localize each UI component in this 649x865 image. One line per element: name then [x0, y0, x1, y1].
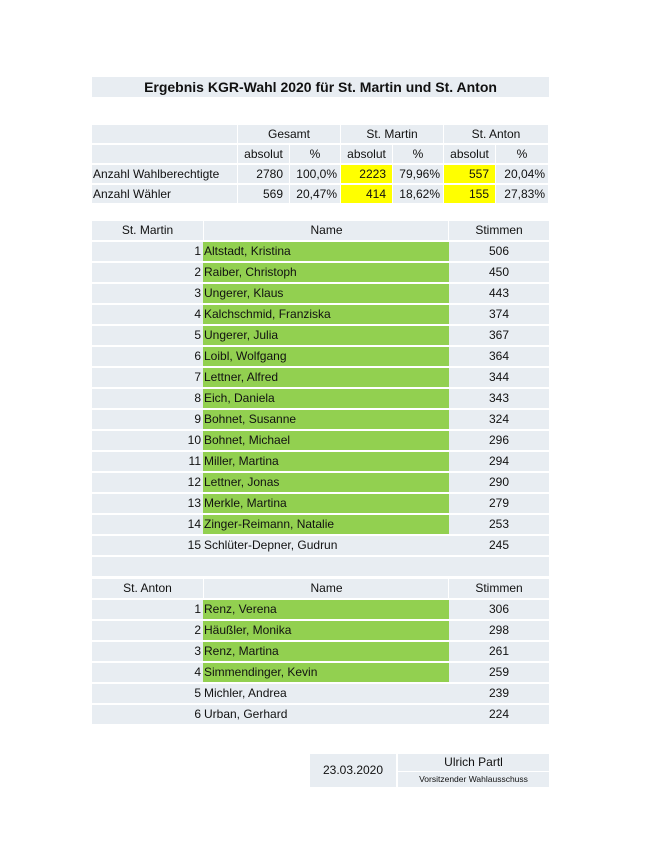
value-cell: 2780	[238, 165, 290, 183]
sub-percent: %	[393, 145, 444, 163]
value-cell: 20,47%	[290, 185, 341, 203]
summary-group-header	[92, 125, 549, 143]
candidate-name: Simmendinger, Kevin	[203, 663, 449, 682]
candidate-name: Miller, Martina	[203, 452, 449, 471]
value-cell: 20,04%	[496, 165, 549, 183]
candidate-name: Zinger-Reimann, Natalie	[203, 515, 449, 534]
group-st-anton: St. Anton	[444, 125, 549, 143]
candidate-votes: 296	[488, 433, 510, 447]
candidate-row-elected	[92, 621, 549, 640]
candidate-row	[92, 536, 549, 555]
sub-absolut: absolut	[238, 145, 290, 163]
candidate-row-elected	[92, 347, 549, 366]
st-martin-results-table	[92, 221, 549, 578]
candidate-row-elected	[92, 642, 549, 661]
st-anton-rows	[92, 600, 549, 724]
candidate-votes: 343	[488, 391, 510, 405]
candidate-row-elected	[92, 263, 549, 282]
candidate-rank: 7	[194, 370, 201, 384]
candidate-votes: 298	[488, 623, 510, 637]
candidate-votes: 259	[488, 665, 510, 679]
value-cell-highlighted: 2223	[341, 165, 393, 183]
candidate-rank: 4	[194, 665, 201, 679]
row-label: Anzahl Wähler	[92, 185, 238, 203]
value-cell: 569	[238, 185, 290, 203]
candidate-row-elected	[92, 242, 549, 261]
candidate-votes: 224	[488, 707, 510, 721]
sub-percent: %	[496, 145, 549, 163]
candidate-row-elected	[92, 452, 549, 471]
candidate-name: Raiber, Christoph	[203, 263, 449, 282]
value-cell: 79,96%	[393, 165, 444, 183]
candidate-rank: 5	[194, 328, 201, 342]
candidate-rank: 14	[187, 517, 201, 531]
candidate-row-elected	[92, 389, 549, 408]
candidate-votes: 306	[488, 602, 510, 616]
candidate-name: Renz, Verena	[203, 600, 449, 619]
candidate-row-elected	[92, 410, 549, 429]
candidate-votes: 443	[488, 286, 510, 300]
candidate-votes: 364	[488, 349, 510, 363]
summary-table	[92, 125, 549, 205]
candidate-name: Merkle, Martina	[203, 494, 449, 513]
candidate-row-elected	[92, 284, 549, 303]
candidate-rank: 12	[187, 475, 201, 489]
candidate-rank: 6	[194, 707, 201, 721]
name-header: Name	[203, 579, 449, 598]
candidate-name: Bohnet, Susanne	[203, 410, 449, 429]
candidate-name: Ungerer, Julia	[203, 326, 449, 345]
parish-header: St. Anton	[123, 581, 172, 595]
value-cell: 27,83%	[496, 185, 549, 203]
candidate-votes: 245	[488, 538, 510, 552]
candidate-rank: 1	[194, 244, 201, 258]
sub-percent: %	[290, 145, 341, 163]
candidate-rank: 5	[194, 686, 201, 700]
candidate-name: Eich, Daniela	[203, 389, 449, 408]
st-anton-results-table	[92, 579, 549, 726]
value-cell-highlighted: 557	[444, 165, 496, 183]
candidate-row-elected	[92, 494, 549, 513]
candidate-votes: 506	[488, 244, 510, 258]
candidate-rank: 4	[194, 307, 201, 321]
candidate-votes: 324	[488, 412, 510, 426]
group-st-martin: St. Martin	[341, 125, 444, 143]
candidate-name: Altstadt, Kristina	[203, 242, 449, 261]
group-gesamt: Gesamt	[238, 125, 341, 143]
candidate-rank: 3	[194, 644, 201, 658]
candidate-votes: 239	[488, 686, 510, 700]
signature-name: Ulrich Partl	[398, 754, 549, 771]
candidate-name: Loibl, Wolfgang	[203, 347, 449, 366]
candidate-rank: 2	[194, 623, 201, 637]
candidate-votes: 450	[488, 265, 510, 279]
st-martin-rows	[92, 242, 549, 555]
candidate-rank: 11	[188, 454, 201, 468]
candidate-row-elected	[92, 663, 549, 682]
summary-sub-header	[92, 145, 549, 163]
candidate-rank: 10	[187, 433, 201, 447]
candidate-row-elected	[92, 305, 549, 324]
value-cell: 100,0%	[290, 165, 341, 183]
summary-row-waehler	[92, 185, 549, 203]
candidate-row-elected	[92, 368, 549, 387]
candidate-name: Urban, Gerhard	[204, 707, 288, 721]
signature-date: 23.03.2020	[310, 754, 396, 787]
candidate-rank: 6	[194, 349, 201, 363]
candidate-name: Schlüter-Depner, Gudrun	[204, 538, 338, 552]
candidate-name: Lettner, Alfred	[203, 368, 449, 387]
candidate-votes: 344	[488, 370, 510, 384]
candidate-votes: 294	[488, 454, 510, 468]
candidate-name: Bohnet, Michael	[203, 431, 449, 450]
candidate-rank: 13	[187, 496, 201, 510]
table-header	[92, 579, 549, 598]
candidate-votes: 290	[488, 475, 510, 489]
candidate-votes: 279	[488, 496, 510, 510]
candidate-name: Michler, Andrea	[204, 686, 287, 700]
candidate-row-elected	[92, 600, 549, 619]
candidate-row	[92, 684, 549, 703]
parish-header: St. Martin	[121, 223, 174, 237]
summary-row-wahlberechtigte	[92, 165, 549, 183]
candidate-name: Lettner, Jonas	[203, 473, 449, 492]
candidate-row-elected	[92, 326, 549, 345]
candidate-votes: 367	[488, 328, 510, 342]
candidate-row-elected	[92, 473, 549, 492]
sub-absolut: absolut	[341, 145, 393, 163]
candidate-rank: 15	[187, 538, 201, 552]
value-cell-highlighted: 414	[341, 185, 393, 203]
candidate-rank: 8	[194, 391, 201, 405]
value-cell-highlighted: 155	[444, 185, 496, 203]
table-header	[92, 221, 549, 240]
votes-header: Stimmen	[475, 581, 523, 595]
candidate-name: Renz, Martina	[203, 642, 449, 661]
candidate-rank: 2	[194, 265, 201, 279]
candidate-rank: 1	[194, 602, 201, 616]
candidate-votes: 261	[488, 644, 510, 658]
candidate-rank: 3	[194, 286, 201, 300]
candidate-name: Kalchschmid, Franziska	[203, 305, 449, 324]
candidate-name: Häußler, Monika	[203, 621, 449, 640]
value-cell: 18,62%	[393, 185, 444, 203]
candidate-votes: 253	[488, 517, 510, 531]
spacer-row	[92, 557, 549, 576]
row-label: Anzahl Wahlberechtigte	[92, 165, 238, 183]
votes-header: Stimmen	[475, 223, 523, 237]
candidate-row	[92, 705, 549, 724]
candidate-row-elected	[92, 515, 549, 534]
name-header: Name	[203, 221, 449, 240]
sub-absolut: absolut	[444, 145, 496, 163]
page-title: Ergebnis KGR-Wahl 2020 für St. Martin und St. Anton	[92, 77, 549, 97]
candidate-name: Ungerer, Klaus	[203, 284, 449, 303]
candidate-rank: 9	[194, 412, 201, 426]
signature-role: Vorsitzender Wahlausschuss	[398, 772, 549, 787]
candidate-votes: 374	[488, 307, 510, 321]
candidate-row-elected	[92, 431, 549, 450]
